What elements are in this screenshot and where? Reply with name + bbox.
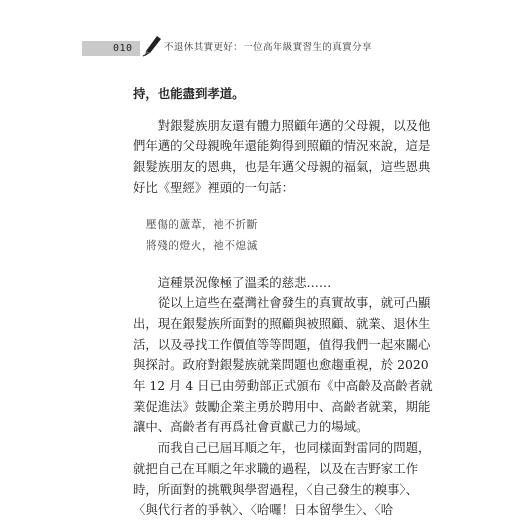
text-line: 從以上這些在臺灣社會發生的真實故事，就可凸顯: [133, 295, 431, 311]
text-line: 〈與代行者的爭執〉、〈哈囉！日本留學生〉、〈哈: [133, 502, 394, 518]
page-number: 010: [113, 43, 133, 54]
quote-line: 壓傷的蘆葦，祂不折斷: [146, 218, 258, 231]
paragraph: [133, 293, 433, 438]
text-line: 業促進法》鼓勵企業主勇於聘用中、高齡者就業，期能: [133, 398, 431, 414]
page-body: [133, 84, 433, 521]
text-line: 持，也能盡到孝道。: [133, 86, 245, 101]
running-title: 不退休其實更好：一位高年級實習生的真實分享: [164, 42, 372, 53]
quote-line: 將殘的燈火，祂不熄滅: [146, 239, 258, 252]
text-line: 年 12 月 4 日已由勞動部正式頒布《中高齡及高齡者就: [133, 378, 433, 394]
text-line: 這種景況像極了溫柔的慈悲……: [133, 274, 332, 290]
text-line: 活，以及尋找工作價值等等問題，值得我們一起來關心: [133, 336, 431, 352]
text-line: 而我自己已屆耳順之年，也同樣面對雷同的問題，: [133, 440, 431, 456]
text-line: 對銀髮族朋友還有體力照顧年邁的父母親，以及他: [133, 117, 431, 133]
text-line: 們年邁的父母親晚年還能夠得到照顧的情況來說，這是: [133, 138, 431, 154]
text-line: 出，現在銀髮族所面對的照顧與被照顧、就業、退休生: [133, 315, 431, 331]
paragraph-continuation: [133, 84, 423, 105]
text-line: 與探討。政府對銀髮族就業問題也愈趨重視，於 2020: [133, 357, 429, 373]
text-line: 銀髮族朋友的恩典，也是年邁父母親的福氣，這些恩典: [133, 159, 431, 175]
running-header: [0, 36, 520, 60]
paragraph: [133, 273, 423, 294]
paragraph: [133, 438, 431, 521]
text-line: 好比《聖經》裡頭的一句話：: [133, 179, 295, 195]
paragraph: [133, 116, 431, 199]
text-line: 就把自己在耳順之年求職的過程，以及在吉野家工作: [133, 460, 418, 476]
pen-icon: [142, 34, 164, 58]
text-line: 讓中、高齡者有再爲社會貢獻己力的場域。: [133, 419, 369, 435]
text-line: 時，所面對的挑戰與學習過程，〈自己發生的糗事〉、: [133, 481, 418, 497]
bible-quote: [133, 215, 423, 257]
